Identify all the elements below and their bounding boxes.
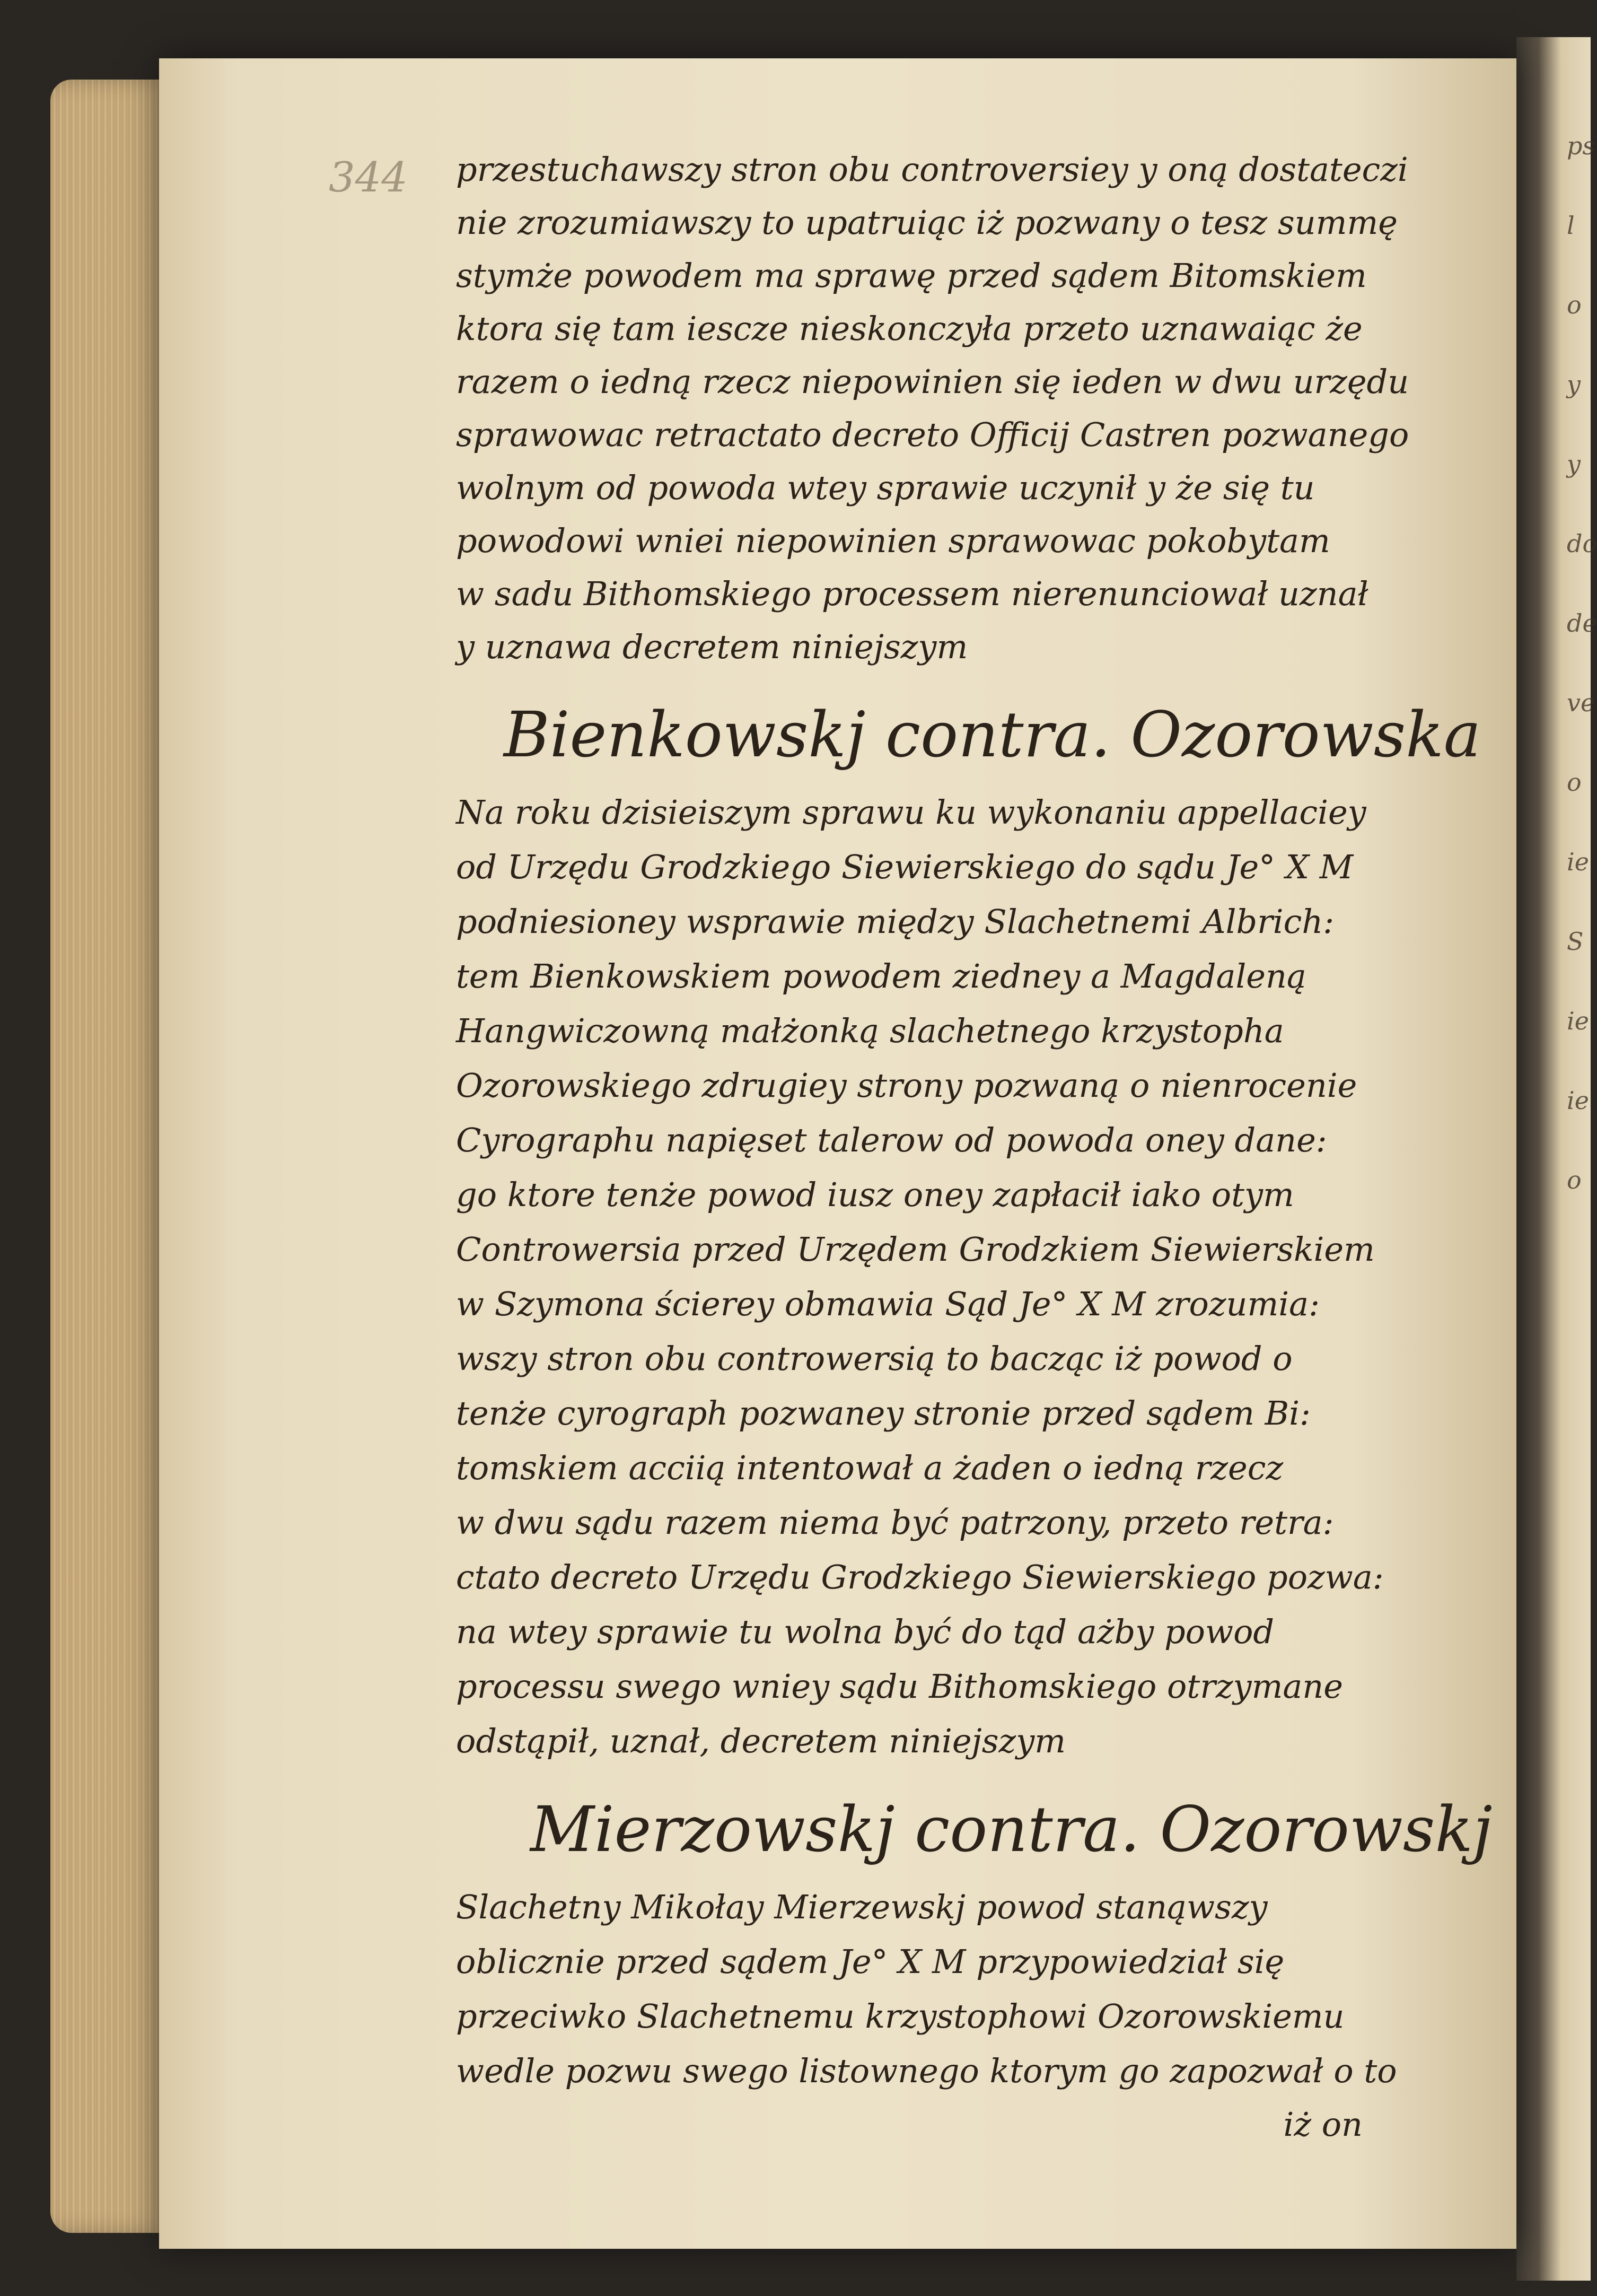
text-line: wedle pozwu swego listownego ktorym go zapozwał o to	[456, 2051, 1397, 2090]
text-line: przeciwko Slachetnemu krzystophowi Ozorowskiemu	[456, 1997, 1345, 2036]
page-edges	[50, 80, 172, 2233]
text-line: w Szymona ścierey obmawia Sąd Je° X M zrozumia:	[456, 1285, 1320, 1323]
text-line: y uznawa decretem niniejszym	[456, 627, 968, 666]
text-line: przestuchawszy stron obu controversiey y oną dostateczi	[456, 150, 1408, 189]
text-line: processu swego wniey sądu Bithomskiego otrzymane	[456, 1667, 1343, 1706]
text-line: oblicznie przed sądem Je° X M przypowiedział się	[456, 1942, 1285, 1981]
text-line: ktora się tam iescze nieskonczyła przeto uznawaiąc że	[456, 309, 1363, 348]
section-mierzowski	[456, 1880, 1453, 2151]
text-line: tenże cyrograph pozwaney stronie przed sądem Bi:	[456, 1394, 1311, 1433]
text-line: podniesioney wsprawie między Slachetnemi Albrich:	[456, 902, 1335, 941]
text-line: stymże powodem ma sprawę przed sądem Bitomskiem	[456, 256, 1367, 295]
text-line: Cyrographu napięset talerow od powoda oney dane:	[456, 1121, 1327, 1159]
text-line: Ozorowskiego zdrugiey strony pozwaną o nienrocenie	[456, 1066, 1357, 1105]
text-line: tem Bienkowskiem powodem ziedney a Magdaleną	[456, 957, 1306, 996]
text-line: ctato decreto Urzędu Grodzkiego Siewierskiego pozwa:	[456, 1558, 1384, 1596]
text-line: odstąpił, uznał, decretem niniejszym	[456, 1722, 1066, 1760]
text-line: Na roku dzisieiszym sprawu ku wykonaniu appellaciey	[456, 793, 1366, 832]
text-line: na wtey sprawie tu wolna być do tąd ażby powod	[456, 1612, 1275, 1651]
text-line: od Urzędu Grodzkiego Siewierskiego do sądu Je° X M	[456, 848, 1354, 886]
section-bienkowski	[456, 785, 1453, 1768]
text-line: go ktore tenże powod iusz oney zapłacił iako otym	[456, 1175, 1294, 1214]
text-line: powodowi wniei niepowinien sprawowac pokobytam	[456, 521, 1330, 560]
text-line: wszy stron obu controwersią to bacząc iż powod o	[456, 1339, 1293, 1378]
text-line: Slachetny Mikołay Mierzewskj powod stanąwszy	[456, 1888, 1268, 1926]
text-line: w sadu Bithomskiego processem nierenunciował uznał	[456, 574, 1368, 613]
text-line: wolnym od powoda wtey sprawie uczynił y że się tu	[456, 468, 1315, 507]
text-line: Hangwiczowną małżonką slachetnego krzystopha	[456, 1011, 1284, 1050]
text-line: sprawowac retractato decreto Officij Castren pozwanego	[456, 415, 1409, 454]
top-paragraph	[456, 143, 1453, 674]
facing-page-fragments: ps l o y y do de ve o ie S ie ie o	[1567, 132, 1597, 1194]
section-heading: Bienkowskj contra. Ozorowska	[504, 698, 1481, 771]
section-heading: Mierzowskj contra. Ozorowskj	[530, 1793, 1493, 1866]
text-line: tomskiem acciią intentował a żaden o iedną rzecz	[456, 1448, 1284, 1487]
catchword: iż on	[1283, 2105, 1363, 2144]
folio-number: 344	[329, 154, 408, 202]
manuscript-text	[456, 143, 1493, 2151]
text-line: razem o iedną rzecz niepowinien się ieden w dwu urzędu	[456, 362, 1409, 401]
text-line: Controwersia przed Urzędem Grodzkiem Siewierskiem	[456, 1230, 1375, 1269]
text-line: nie zrozumiawszy to upatruiąc iż pozwany o tesz summę	[456, 203, 1398, 242]
text-line: w dwu sądu razem niema być patrzony, przeto retra:	[456, 1503, 1334, 1542]
